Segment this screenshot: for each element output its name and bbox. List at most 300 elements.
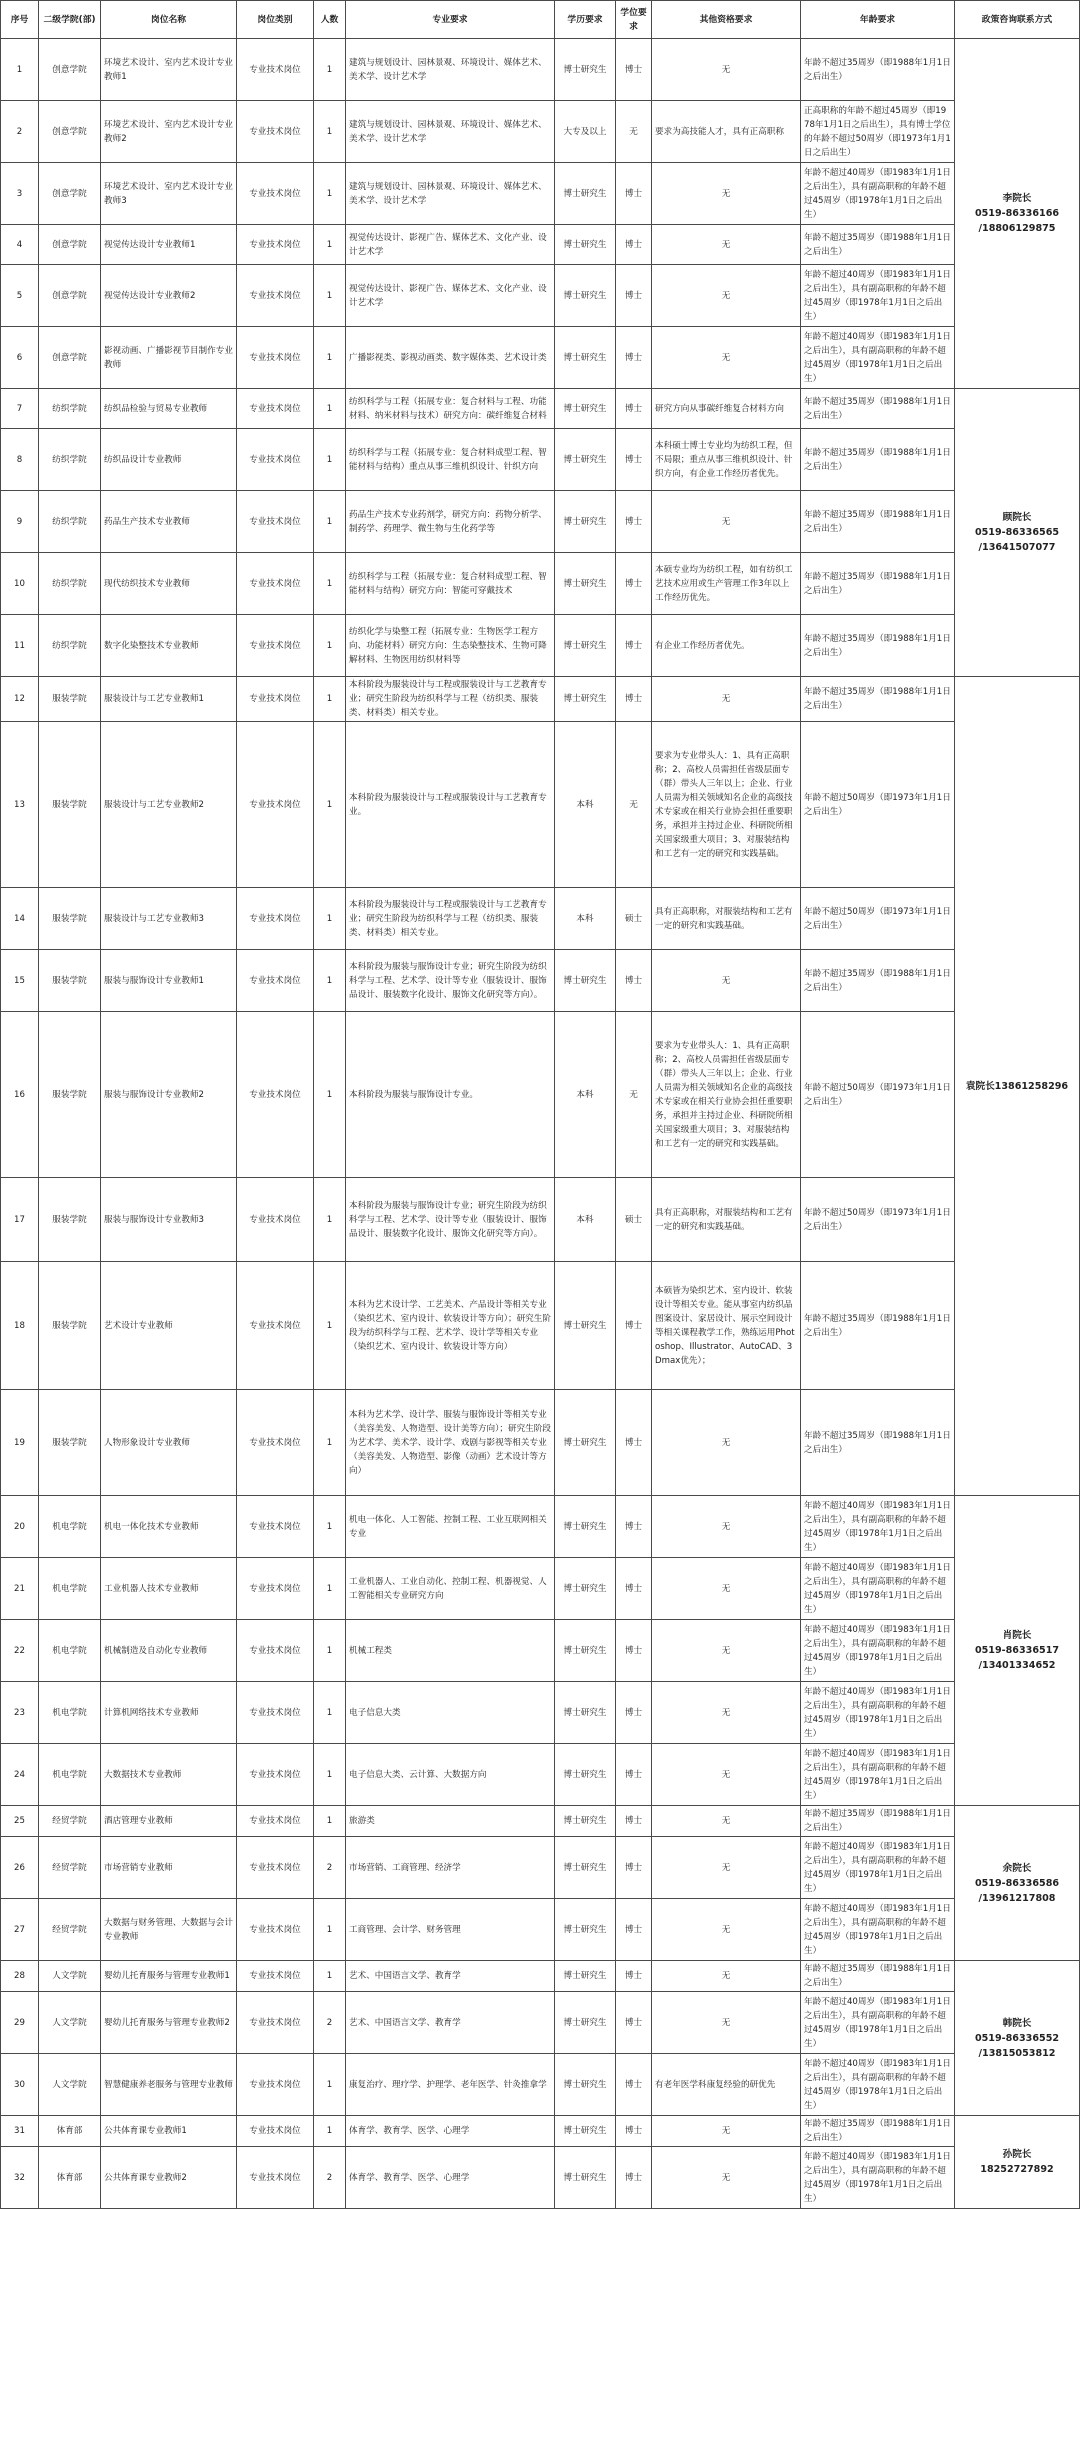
cell-major: 电子信息大类 [346, 1682, 555, 1744]
cell-age: 年龄不超过40周岁（即1983年1月1日之后出生），具有副高职称的年龄不超过45周岁（即1978年1月1日之后出生） [801, 1992, 955, 2054]
table-row [1, 163, 1080, 225]
cell-count: 1 [314, 1899, 346, 1961]
cell-position-type: 专业技术岗位 [237, 722, 314, 888]
cell-count: 1 [314, 1178, 346, 1262]
cell-education: 博士研究生 [555, 429, 616, 491]
cell-age: 年龄不超过35周岁（即1988年1月1日之后出生） [801, 615, 955, 677]
cell-other: 无 [652, 225, 801, 265]
cell-position-type: 专业技术岗位 [237, 553, 314, 615]
cell-no: 8 [1, 429, 39, 491]
cell-major: 广播影视类、影视动画类、数字媒体类、艺术设计类 [346, 327, 555, 389]
cell-position-type: 专业技术岗位 [237, 101, 314, 163]
cell-count: 1 [314, 39, 346, 101]
cell-other: 无 [652, 1837, 801, 1899]
cell-college: 人文学院 [39, 1992, 101, 2054]
cell-college: 机电学院 [39, 1744, 101, 1806]
cell-degree: 无 [616, 1012, 652, 1178]
cell-age: 年龄不超过40周岁（即1983年1月1日之后出生），具有副高职称的年龄不超过45周岁（即1978年1月1日之后出生） [801, 1837, 955, 1899]
cell-degree: 博士 [616, 429, 652, 491]
cell-education: 本科 [555, 722, 616, 888]
cell-major: 艺术、中国语言文学、教育学 [346, 1992, 555, 2054]
cell-position-name: 纺织品设计专业教师 [101, 429, 237, 491]
table-row [1, 2054, 1080, 2116]
contact-cell [955, 1961, 1080, 2116]
cell-position-type: 专业技术岗位 [237, 677, 314, 722]
table-row [1, 1620, 1080, 1682]
cell-position-type: 专业技术岗位 [237, 1899, 314, 1961]
cell-education: 大专及以上 [555, 101, 616, 163]
cell-position-name: 纺织品检验与贸易专业教师 [101, 389, 237, 429]
cell-position-name: 人物形象设计专业教师 [101, 1390, 237, 1496]
cell-education: 博士研究生 [555, 950, 616, 1012]
contact-cell [955, 39, 1080, 389]
cell-other: 本硕专业均为纺织工程，如有纺织工艺技术应用或生产管理工作3年以上工作经历优先。 [652, 553, 801, 615]
header-major: 专业要求 [346, 1, 555, 39]
cell-degree: 博士 [616, 491, 652, 553]
cell-no: 16 [1, 1012, 39, 1178]
cell-count: 2 [314, 2147, 346, 2209]
cell-no: 30 [1, 2054, 39, 2116]
cell-other: 无 [652, 327, 801, 389]
cell-other: 无 [652, 950, 801, 1012]
cell-count: 1 [314, 1961, 346, 1992]
cell-no: 4 [1, 225, 39, 265]
cell-count: 1 [314, 950, 346, 1012]
cell-college: 服装学院 [39, 1178, 101, 1262]
cell-college: 机电学院 [39, 1682, 101, 1744]
contact-mobile: /18806129875 [978, 223, 1056, 234]
cell-other: 有企业工作经历者优先。 [652, 615, 801, 677]
cell-count: 1 [314, 888, 346, 950]
cell-college: 经贸学院 [39, 1837, 101, 1899]
cell-count: 1 [314, 1558, 346, 1620]
cell-education: 博士研究生 [555, 2054, 616, 2116]
header-age: 年龄要求 [801, 1, 955, 39]
cell-count: 1 [314, 1806, 346, 1837]
cell-no: 14 [1, 888, 39, 950]
header-college: 二级学院(部) [39, 1, 101, 39]
contact-name: 李院长 [1002, 193, 1032, 204]
cell-education: 博士研究生 [555, 615, 616, 677]
cell-position-type: 专业技术岗位 [237, 2054, 314, 2116]
table-row [1, 1806, 1080, 1837]
cell-other: 要求为专业带头人：1、具有正高职称；2、高校人员需担任省级层面专（群）带头人三年以上；企业、行业人员需为相关领域知名企业的高级技术专家或在相关行业协会担任重要职务，承担并主持过企业、科研院所相关国家级重大项目；3、对服装结构和工艺有一定的研究和实践基础。 [652, 722, 801, 888]
cell-major: 体育学、教育学、医学、心理学 [346, 2147, 555, 2209]
cell-education: 博士研究生 [555, 1390, 616, 1496]
contact-phone: 0519-86336586 [974, 1877, 1060, 1889]
cell-no: 7 [1, 389, 39, 429]
contact-cell [955, 389, 1080, 677]
cell-age: 年龄不超过35周岁（即1988年1月1日之后出生） [801, 677, 955, 722]
cell-education: 博士研究生 [555, 1496, 616, 1558]
cell-no: 32 [1, 2147, 39, 2209]
cell-degree: 博士 [616, 225, 652, 265]
cell-degree: 博士 [616, 39, 652, 101]
cell-degree: 硕士 [616, 888, 652, 950]
cell-position-type: 专业技术岗位 [237, 1012, 314, 1178]
cell-age: 年龄不超过50周岁（即1973年1月1日之后出生） [801, 1178, 955, 1262]
cell-degree: 博士 [616, 615, 652, 677]
cell-age: 年龄不超过35周岁（即1988年1月1日之后出生） [801, 491, 955, 553]
cell-degree: 博士 [616, 389, 652, 429]
cell-degree: 博士 [616, 2147, 652, 2209]
cell-degree: 博士 [616, 265, 652, 327]
cell-other: 无 [652, 1620, 801, 1682]
cell-position-type: 专业技术岗位 [237, 163, 314, 225]
cell-age: 年龄不超过35周岁（即1988年1月1日之后出生） [801, 553, 955, 615]
table-row [1, 389, 1080, 429]
table-row [1, 491, 1080, 553]
cell-position-name: 机械制造及自动化专业教师 [101, 1620, 237, 1682]
cell-major: 纺织化学与染整工程（拓展专业：生物医学工程方向、功能材料）研究方向：生态染整技术、生物可降解材料、生物医用纺织材料等 [346, 615, 555, 677]
cell-position-name: 公共体育课专业教师2 [101, 2147, 237, 2209]
cell-age: 年龄不超过35周岁（即1988年1月1日之后出生） [801, 950, 955, 1012]
cell-position-name: 艺术设计专业教师 [101, 1262, 237, 1390]
cell-other: 具有正高职称，对服装结构和工艺有一定的研究和实践基础。 [652, 1178, 801, 1262]
cell-age: 年龄不超过40周岁（即1983年1月1日之后出生），具有副高职称的年龄不超过45周岁（即1978年1月1日之后出生） [801, 2147, 955, 2209]
cell-position-name: 药品生产技术专业教师 [101, 491, 237, 553]
cell-age: 正高职称的年龄不超过45周岁（即1978年1月1日之后出生），具有博士学位的年龄不超过50周岁（即1973年1月1日之后出生） [801, 101, 955, 163]
cell-no: 27 [1, 1899, 39, 1961]
cell-major: 本科阶段为服装与服饰设计专业；研究生阶段为纺织科学与工程、艺术学、设计等专业（服装设计、服饰品设计、服装数字化设计、服饰文化研究等方向）。 [346, 1178, 555, 1262]
cell-position-type: 专业技术岗位 [237, 1961, 314, 1992]
header-other: 其他资格要求 [652, 1, 801, 39]
cell-position-name: 机电一体化技术专业教师 [101, 1496, 237, 1558]
cell-other: 无 [652, 491, 801, 553]
cell-no: 23 [1, 1682, 39, 1744]
cell-education: 博士研究生 [555, 1899, 616, 1961]
cell-college: 服装学院 [39, 950, 101, 1012]
cell-count: 1 [314, 327, 346, 389]
cell-major: 本科阶段为服装与服饰设计专业。 [346, 1012, 555, 1178]
cell-degree: 博士 [616, 2054, 652, 2116]
cell-other: 无 [652, 1744, 801, 1806]
cell-other: 无 [652, 2147, 801, 2209]
contact-mobile: /13401334652 [978, 1660, 1056, 1671]
contact-mobile: /13641507077 [978, 542, 1056, 553]
cell-no: 17 [1, 1178, 39, 1262]
cell-position-type: 专业技术岗位 [237, 1496, 314, 1558]
cell-college: 服装学院 [39, 1012, 101, 1178]
table-row [1, 1262, 1080, 1390]
cell-position-name: 公共体育课专业教师1 [101, 2116, 237, 2147]
cell-other: 无 [652, 1390, 801, 1496]
cell-education: 本科 [555, 1178, 616, 1262]
cell-other: 本硕皆为染织艺术、室内设计、软装设计等相关专业。能从事室内纺织品图案设计、家居设计、展示空间设计等相关课程教学工作，熟练运用Photoshop、Illustrator、AutoCAD、3Dmax优先）； [652, 1262, 801, 1390]
cell-count: 1 [314, 1390, 346, 1496]
cell-no: 1 [1, 39, 39, 101]
cell-no: 11 [1, 615, 39, 677]
cell-other: 具有正高职称，对服装结构和工艺有一定的研究和实践基础。 [652, 888, 801, 950]
cell-position-name: 婴幼儿托育服务与管理专业教师1 [101, 1961, 237, 1992]
contact-mobile: /13961217808 [978, 1892, 1056, 1904]
cell-age: 年龄不超过40周岁（即1983年1月1日之后出生），具有副高职称的年龄不超过45周岁（即1978年1月1日之后出生） [801, 1682, 955, 1744]
header-count: 人数 [314, 1, 346, 39]
cell-count: 1 [314, 1744, 346, 1806]
cell-position-type: 专业技术岗位 [237, 2147, 314, 2209]
cell-no: 29 [1, 1992, 39, 2054]
cell-no: 10 [1, 553, 39, 615]
cell-major: 市场营销、工商管理、经济学 [346, 1837, 555, 1899]
cell-count: 2 [314, 1837, 346, 1899]
cell-major: 纺织科学与工程（拓展专业：复合材料成型工程、智能材料与结构）研究方向：智能可穿戴技术 [346, 553, 555, 615]
cell-other: 无 [652, 1496, 801, 1558]
cell-education: 博士研究生 [555, 677, 616, 722]
cell-education: 博士研究生 [555, 225, 616, 265]
cell-education: 博士研究生 [555, 1837, 616, 1899]
cell-college: 纺织学院 [39, 389, 101, 429]
cell-education: 博士研究生 [555, 1620, 616, 1682]
cell-no: 3 [1, 163, 39, 225]
cell-no: 15 [1, 950, 39, 1012]
header-contact: 政策咨询联系方式 [955, 1, 1080, 39]
cell-education: 博士研究生 [555, 1744, 616, 1806]
cell-major: 本科为艺术设计学、工艺美术、产品设计等相关专业（染织艺术、室内设计、软装设计等方向）；研究生阶段为纺织科学与工程、艺术学、设计学等相关专业（染织艺术、室内设计、软装设计等方向） [346, 1262, 555, 1390]
table-row [1, 888, 1080, 950]
cell-count: 1 [314, 1496, 346, 1558]
contact-mobile: /13815053812 [978, 2047, 1056, 2059]
cell-education: 博士研究生 [555, 1558, 616, 1620]
contact-name: 韩院长 [1002, 2017, 1032, 2029]
cell-major: 本科阶段为服装设计与工程或服装设计与工艺教育专业。 [346, 722, 555, 888]
table-body [1, 39, 1080, 2209]
header-position-type: 岗位类别 [237, 1, 314, 39]
cell-major: 工业机器人、工业自动化、控制工程、机器视觉、人工智能相关专业研究方向 [346, 1558, 555, 1620]
cell-degree: 博士 [616, 2116, 652, 2147]
cell-position-name: 市场营销专业教师 [101, 1837, 237, 1899]
table-row [1, 39, 1080, 101]
cell-degree: 博士 [616, 553, 652, 615]
cell-other: 无 [652, 1558, 801, 1620]
cell-no: 5 [1, 265, 39, 327]
cell-position-name: 酒店管理专业教师 [101, 1806, 237, 1837]
cell-degree: 博士 [616, 1558, 652, 1620]
table-row [1, 1558, 1080, 1620]
cell-degree: 博士 [616, 1744, 652, 1806]
cell-college: 体育部 [39, 2116, 101, 2147]
cell-degree: 无 [616, 101, 652, 163]
table-row [1, 1961, 1080, 1992]
cell-education: 博士研究生 [555, 265, 616, 327]
cell-position-name: 影视动画、广播影视节目制作专业教师 [101, 327, 237, 389]
cell-other: 无 [652, 1899, 801, 1961]
contact-phone: 18252727892 [980, 2164, 1054, 2175]
cell-count: 1 [314, 722, 346, 888]
cell-age: 年龄不超过35周岁（即1988年1月1日之后出生） [801, 389, 955, 429]
cell-degree: 硕士 [616, 1178, 652, 1262]
cell-age: 年龄不超过40周岁（即1983年1月1日之后出生），具有副高职称的年龄不超过45周岁（即1978年1月1日之后出生） [801, 1558, 955, 1620]
cell-position-type: 专业技术岗位 [237, 39, 314, 101]
table-row [1, 2147, 1080, 2209]
cell-position-type: 专业技术岗位 [237, 1806, 314, 1837]
cell-other: 要求为高技能人才，具有正高职称 [652, 101, 801, 163]
cell-education: 博士研究生 [555, 1961, 616, 1992]
cell-other: 无 [652, 2116, 801, 2147]
cell-count: 1 [314, 163, 346, 225]
cell-position-type: 专业技术岗位 [237, 1558, 314, 1620]
cell-no: 12 [1, 677, 39, 722]
cell-age: 年龄不超过40周岁（即1983年1月1日之后出生），具有副高职称的年龄不超过45周岁（即1978年1月1日之后出生） [801, 2054, 955, 2116]
cell-age: 年龄不超过40周岁（即1983年1月1日之后出生），具有副高职称的年龄不超过45周岁（即1978年1月1日之后出生） [801, 163, 955, 225]
cell-other: 无 [652, 1806, 801, 1837]
cell-other: 无 [652, 163, 801, 225]
table-row [1, 1496, 1080, 1558]
cell-position-name: 服装与服饰设计专业教师1 [101, 950, 237, 1012]
cell-age: 年龄不超过35周岁（即1988年1月1日之后出生） [801, 2116, 955, 2147]
cell-other: 无 [652, 265, 801, 327]
table-row [1, 1837, 1080, 1899]
header-row [1, 1, 1080, 39]
cell-college: 纺织学院 [39, 491, 101, 553]
cell-position-type: 专业技术岗位 [237, 888, 314, 950]
cell-degree: 博士 [616, 1620, 652, 1682]
cell-no: 28 [1, 1961, 39, 1992]
cell-position-name: 服装设计与工艺专业教师3 [101, 888, 237, 950]
table-row [1, 615, 1080, 677]
cell-position-type: 专业技术岗位 [237, 1682, 314, 1744]
cell-count: 1 [314, 553, 346, 615]
header-degree: 学位要求 [616, 1, 652, 39]
cell-degree: 博士 [616, 1262, 652, 1390]
cell-education: 本科 [555, 888, 616, 950]
cell-major: 药品生产技术专业药剂学，研究方向：药物分析学、制药学、药理学、微生物与生化药学等 [346, 491, 555, 553]
cell-age: 年龄不超过40周岁（即1983年1月1日之后出生），具有副高职称的年龄不超过45周岁（即1978年1月1日之后出生） [801, 1620, 955, 1682]
cell-degree: 博士 [616, 677, 652, 722]
cell-count: 1 [314, 1620, 346, 1682]
contact-phone: 0519-86336552 [974, 2032, 1060, 2044]
cell-count: 1 [314, 615, 346, 677]
table-row [1, 1899, 1080, 1961]
cell-college: 体育部 [39, 2147, 101, 2209]
cell-count: 1 [314, 1262, 346, 1390]
cell-degree: 博士 [616, 163, 652, 225]
cell-position-type: 专业技术岗位 [237, 327, 314, 389]
cell-position-name: 工业机器人技术专业教师 [101, 1558, 237, 1620]
cell-no: 22 [1, 1620, 39, 1682]
cell-college: 创意学院 [39, 265, 101, 327]
cell-degree: 博士 [616, 1899, 652, 1961]
header-no: 序号 [1, 1, 39, 39]
cell-college: 经贸学院 [39, 1899, 101, 1961]
cell-no: 18 [1, 1262, 39, 1390]
cell-other: 无 [652, 1682, 801, 1744]
cell-position-type: 专业技术岗位 [237, 429, 314, 491]
table-row [1, 553, 1080, 615]
cell-no: 21 [1, 1558, 39, 1620]
cell-position-name: 服装设计与工艺专业教师2 [101, 722, 237, 888]
cell-no: 19 [1, 1390, 39, 1496]
cell-college: 纺织学院 [39, 553, 101, 615]
cell-position-name: 服装设计与工艺专业教师1 [101, 677, 237, 722]
table-row [1, 225, 1080, 265]
cell-education: 博士研究生 [555, 2116, 616, 2147]
cell-major: 工商管理、会计学、财务管理 [346, 1899, 555, 1961]
cell-other: 本科硕士博士专业均为纺织工程，但不局限；重点从事三维机织设计、针织方向，有企业工作经历者优先。 [652, 429, 801, 491]
cell-major: 体育学、教育学、医学、心理学 [346, 2116, 555, 2147]
cell-college: 机电学院 [39, 1620, 101, 1682]
cell-age: 年龄不超过50周岁（即1973年1月1日之后出生） [801, 722, 955, 888]
cell-position-type: 专业技术岗位 [237, 1837, 314, 1899]
cell-college: 人文学院 [39, 2054, 101, 2116]
cell-age: 年龄不超过50周岁（即1973年1月1日之后出生） [801, 888, 955, 950]
cell-major: 建筑与规划设计、园林景观、环境设计、媒体艺术、美术学、设计艺术学 [346, 101, 555, 163]
cell-no: 9 [1, 491, 39, 553]
cell-count: 1 [314, 491, 346, 553]
cell-position-name: 视觉传达设计专业教师1 [101, 225, 237, 265]
cell-other: 有老年医学科康复经验的研优先 [652, 2054, 801, 2116]
cell-position-type: 专业技术岗位 [237, 225, 314, 265]
cell-count: 1 [314, 265, 346, 327]
cell-other: 无 [652, 677, 801, 722]
table-row [1, 101, 1080, 163]
cell-position-type: 专业技术岗位 [237, 265, 314, 327]
cell-major: 电子信息大类、云计算、大数据方向 [346, 1744, 555, 1806]
cell-education: 博士研究生 [555, 389, 616, 429]
cell-count: 1 [314, 389, 346, 429]
cell-position-type: 专业技术岗位 [237, 615, 314, 677]
cell-college: 纺织学院 [39, 429, 101, 491]
cell-position-name: 大数据技术专业教师 [101, 1744, 237, 1806]
cell-education: 博士研究生 [555, 1992, 616, 2054]
cell-age: 年龄不超过35周岁（即1988年1月1日之后出生） [801, 39, 955, 101]
cell-position-type: 专业技术岗位 [237, 950, 314, 1012]
cell-major: 建筑与规划设计、园林景观、环境设计、媒体艺术、美术学、设计艺术学 [346, 163, 555, 225]
cell-position-type: 专业技术岗位 [237, 491, 314, 553]
cell-position-type: 专业技术岗位 [237, 389, 314, 429]
cell-major: 纺织科学与工程（拓展专业：复合材料与工程、功能材料、纳米材料与技术）研究方向：碳纤维复合材料 [346, 389, 555, 429]
cell-position-name: 现代纺织技术专业教师 [101, 553, 237, 615]
cell-degree: 博士 [616, 327, 652, 389]
header-education: 学历要求 [555, 1, 616, 39]
cell-major: 康复治疗、理疗学、护理学、老年医学、针灸推拿学 [346, 2054, 555, 2116]
cell-age: 年龄不超过40周岁（即1983年1月1日之后出生），具有副高职称的年龄不超过45周岁（即1978年1月1日之后出生） [801, 1496, 955, 1558]
cell-college: 服装学院 [39, 1262, 101, 1390]
cell-major: 本科为艺术学、设计学、服装与服饰设计等相关专业（美容美发、人物造型、设计美等方向）；研究生阶段为艺术学、美术学、设计学、戏剧与影视等相关专业（美容美发、人物造型、影像（动画）艺术设计等方向） [346, 1390, 555, 1496]
cell-no: 25 [1, 1806, 39, 1837]
cell-age: 年龄不超过35周岁（即1988年1月1日之后出生） [801, 1262, 955, 1390]
cell-college: 服装学院 [39, 1390, 101, 1496]
cell-position-type: 专业技术岗位 [237, 1178, 314, 1262]
cell-major: 本科阶段为服装与服饰设计专业；研究生阶段为纺织科学与工程、艺术学、设计等专业（服装设计、服饰品设计、服装数字化设计、服饰文化研究等方向）。 [346, 950, 555, 1012]
cell-degree: 无 [616, 722, 652, 888]
cell-major: 本科阶段为服装设计与工程或服装设计与工艺教育专业；研究生阶段为纺织科学与工程（纺织类、服装类、材料类）相关专业。 [346, 677, 555, 722]
cell-count: 1 [314, 225, 346, 265]
cell-major: 艺术、中国语言文学、教育学 [346, 1961, 555, 1992]
cell-age: 年龄不超过35周岁（即1988年1月1日之后出生） [801, 1390, 955, 1496]
table-row [1, 327, 1080, 389]
cell-major: 视觉传达设计、影视广告、媒体艺术、文化产业、设计艺术学 [346, 265, 555, 327]
cell-degree: 博士 [616, 1806, 652, 1837]
cell-college: 服装学院 [39, 888, 101, 950]
cell-degree: 博士 [616, 1961, 652, 1992]
cell-education: 博士研究生 [555, 1262, 616, 1390]
table-row [1, 722, 1080, 888]
cell-age: 年龄不超过40周岁（即1983年1月1日之后出生），具有副高职称的年龄不超过45周岁（即1978年1月1日之后出生） [801, 1899, 955, 1961]
cell-degree: 博士 [616, 1390, 652, 1496]
cell-position-type: 专业技术岗位 [237, 1620, 314, 1682]
cell-major: 机械工程类 [346, 1620, 555, 1682]
cell-major: 视觉传达设计、影视广告、媒体艺术、文化产业、设计艺术学 [346, 225, 555, 265]
cell-age: 年龄不超过35周岁（即1988年1月1日之后出生） [801, 1961, 955, 1992]
cell-college: 创意学院 [39, 163, 101, 225]
cell-no: 13 [1, 722, 39, 888]
table-row [1, 2116, 1080, 2147]
table-row [1, 1012, 1080, 1178]
cell-college: 机电学院 [39, 1496, 101, 1558]
cell-college: 创意学院 [39, 39, 101, 101]
table-row [1, 265, 1080, 327]
cell-count: 1 [314, 101, 346, 163]
